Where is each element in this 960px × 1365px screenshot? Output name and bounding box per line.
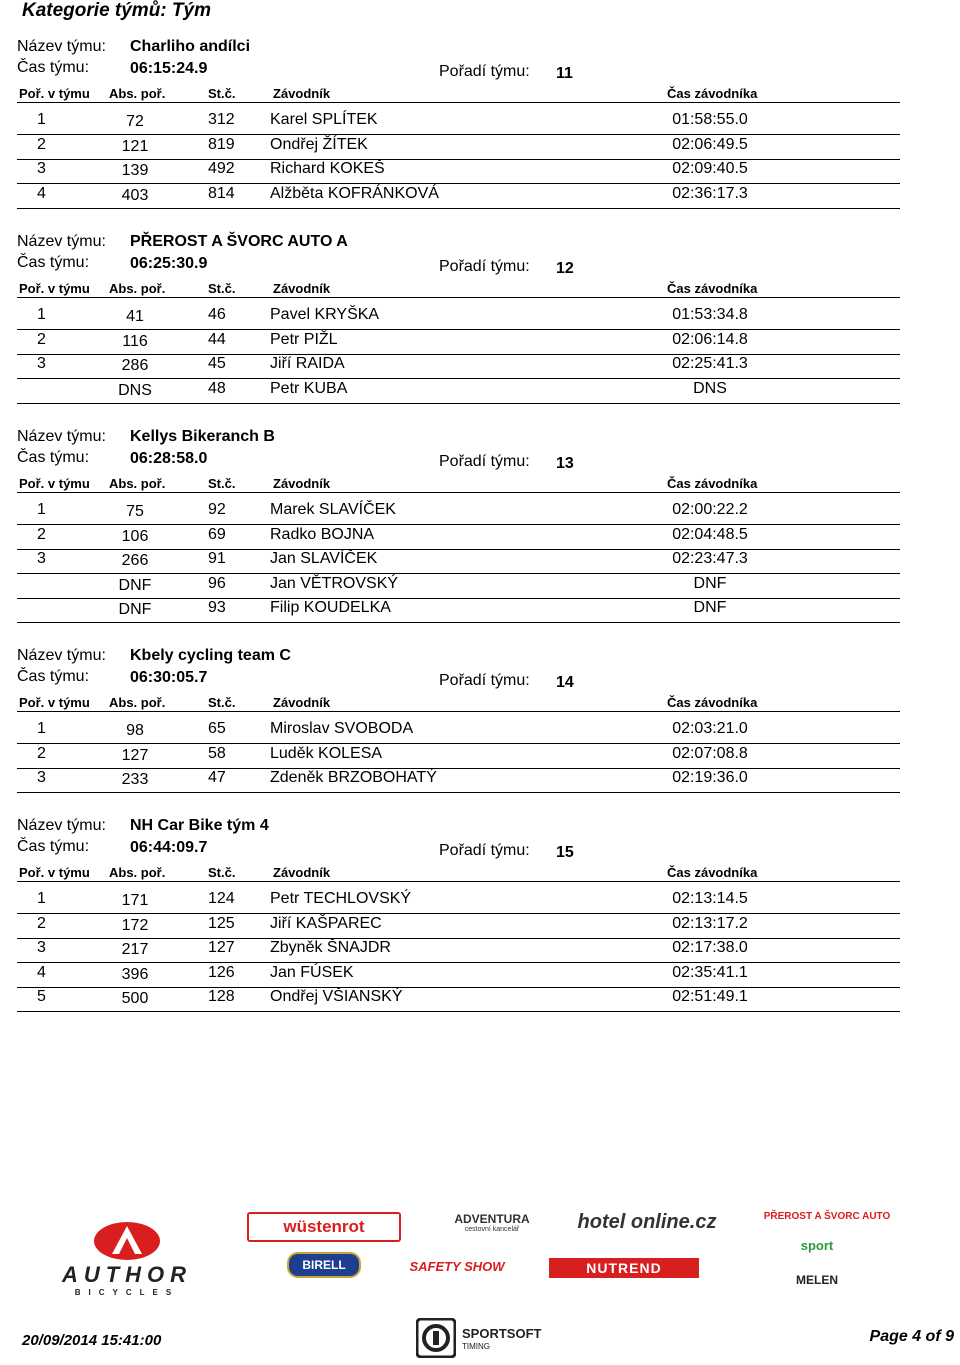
- table-row: [0, 111, 960, 135]
- cell-time: 02:51:49.1: [672, 988, 748, 1005]
- table-row: [0, 988, 960, 1012]
- col-header-time: Čas závodníka: [667, 476, 758, 491]
- table-row: [0, 185, 960, 209]
- birell-logo-text: BIRELL: [302, 1258, 346, 1272]
- cell-time: 02:23:47.3: [672, 550, 748, 567]
- header-rule: [17, 492, 900, 493]
- header-rule: [17, 711, 900, 712]
- team-rank-label: Pořadí týmu:: [439, 842, 530, 859]
- cell-abs: 75: [126, 503, 144, 520]
- col-header-abs: Abs. poř.: [109, 86, 166, 101]
- cell-rider: Jiří RAIDA: [270, 355, 345, 372]
- row-rule: [17, 403, 900, 404]
- col-header-pos: Poř. v týmu: [19, 865, 90, 880]
- team-rank: 14: [556, 674, 574, 691]
- cell-time: 02:04:48.5: [672, 525, 748, 543]
- cell-pos: 3: [37, 160, 46, 177]
- author-logo: [37, 1218, 217, 1298]
- nutrend-logo: [549, 1258, 699, 1278]
- csport-logo: [762, 1236, 872, 1254]
- cell-abs: 98: [126, 722, 144, 739]
- wustenrot-logo-text: wüstenrot: [283, 1217, 365, 1236]
- table-row: [0, 306, 960, 330]
- table-row: [0, 331, 960, 355]
- col-header-time: Čas závodníka: [667, 86, 758, 101]
- cell-st: 127: [208, 939, 235, 956]
- cell-rider: Filip KOUDELKA: [270, 599, 391, 616]
- safety-show-logo-text: SAFETY SHOW: [409, 1258, 505, 1274]
- col-header-time: Čas závodníka: [667, 281, 758, 296]
- team-time-label: Čas týmu:: [17, 449, 90, 466]
- team-name-label: Název týmu:: [17, 428, 106, 445]
- cell-rider: Zdeněk BRZOBOHATÝ: [270, 769, 437, 786]
- col-header-st: St.č.: [208, 281, 236, 296]
- team-rank-label: Pořadí týmu:: [439, 63, 530, 80]
- team-name: Kbely cycling team C: [130, 647, 291, 664]
- footer-page: Page 4 of 9: [869, 1328, 954, 1345]
- cell-abs: 217: [121, 941, 149, 958]
- cell-st: 69: [208, 525, 226, 543]
- cell-abs: 172: [121, 916, 149, 934]
- cell-st: 128: [208, 988, 235, 1005]
- team-time: 06:15:24.9: [130, 60, 208, 77]
- adventura-logo: [442, 1204, 542, 1240]
- table-row: [0, 380, 960, 404]
- cell-time: 02:00:22.2: [672, 501, 748, 518]
- table-row: [0, 550, 960, 574]
- cell-st: 492: [208, 160, 235, 177]
- nutrend-logo-text: NUTREND: [586, 1260, 662, 1276]
- col-header-rider: Závodník: [273, 86, 331, 101]
- cell-abs: DNS: [118, 381, 152, 399]
- team-rank: 13: [556, 455, 574, 472]
- cell-abs: 500: [121, 990, 149, 1007]
- cell-st: 44: [208, 330, 226, 348]
- header-rule: [17, 102, 900, 103]
- cell-rider: Jan VĚTROVSKÝ: [270, 574, 399, 592]
- team-rank-label: Pořadí týmu:: [439, 453, 530, 470]
- wustenrot-logo: [247, 1212, 401, 1242]
- cell-time: 02:19:36.0: [672, 769, 748, 786]
- cell-time: 02:13:17.2: [672, 914, 748, 932]
- cell-st: 91: [208, 550, 226, 567]
- cell-rider: Luděk KOLESA: [270, 744, 383, 762]
- team-name-label: Název týmu:: [17, 38, 106, 55]
- cell-st: 93: [208, 599, 226, 616]
- table-row: [0, 599, 960, 623]
- team-rank-label: Pořadí týmu:: [439, 258, 530, 275]
- cell-abs: DNF: [118, 601, 152, 618]
- table-row: [0, 501, 960, 525]
- col-header-abs: Abs. poř.: [109, 281, 166, 296]
- cell-pos: 3: [37, 769, 46, 786]
- sponsor-logos: [17, 1200, 937, 1310]
- team-name-label: Název týmu:: [17, 647, 106, 664]
- cell-st: 65: [208, 720, 226, 737]
- footer-date: 20/09/2014 15:41:00: [22, 1332, 162, 1349]
- cell-rider: Jiří KAŠPAREC: [270, 914, 382, 932]
- table-row: [0, 964, 960, 988]
- team-rank: 15: [556, 844, 574, 861]
- cell-pos: 2: [37, 525, 46, 543]
- team-rank: 11: [556, 65, 573, 82]
- cell-rider: Marek SLAVÍČEK: [270, 501, 396, 518]
- cell-pos: 1: [37, 720, 46, 737]
- cell-time: DNS: [693, 379, 727, 397]
- cell-rider: Jan SLAVÍČEK: [270, 550, 378, 567]
- cell-abs: 266: [121, 552, 149, 569]
- cell-abs: 72: [126, 113, 144, 130]
- cell-time: 02:25:41.3: [672, 355, 748, 372]
- adventura-logo-sub: cestovní kancelář: [464, 1225, 520, 1233]
- team-rank-label: Pořadí týmu:: [439, 672, 530, 689]
- cell-time: 02:03:21.0: [672, 720, 748, 737]
- cell-st: 126: [208, 963, 235, 981]
- cell-time: 02:36:17.3: [672, 184, 748, 202]
- table-row: [0, 769, 960, 793]
- cell-pos: 5: [37, 988, 46, 1005]
- col-header-rider: Závodník: [273, 865, 331, 880]
- csport-logo-text: sport: [800, 1237, 834, 1253]
- cell-pos: 3: [37, 550, 46, 567]
- cell-pos: 2: [37, 914, 46, 932]
- cell-rider: Ondřej ŽÍTEK: [270, 135, 368, 153]
- cell-rider: Radko BOJNA: [270, 525, 375, 543]
- cell-abs: 233: [121, 771, 149, 788]
- cell-pos: 4: [37, 963, 46, 981]
- cell-time: 02:09:40.5: [672, 160, 748, 177]
- adventura-logo-text: ADVENTURA: [454, 1211, 530, 1226]
- col-header-pos: Poř. v týmu: [19, 476, 90, 491]
- cell-pos: 4: [37, 184, 46, 202]
- col-header-abs: Abs. poř.: [109, 476, 166, 491]
- prerost-logo: [752, 1208, 902, 1224]
- cell-rider: Ondřej VŠIANSKÝ: [270, 988, 403, 1005]
- author-logo-sub: BICYCLES: [74, 1287, 180, 1297]
- cell-abs: 41: [126, 308, 144, 325]
- row-rule: [17, 792, 900, 793]
- col-header-abs: Abs. poř.: [109, 695, 166, 710]
- melen-logo: [772, 1260, 862, 1300]
- page-title: Kategorie týmů: Tým: [22, 0, 211, 21]
- cell-time: DNF: [693, 599, 727, 616]
- team-name-label: Název týmu:: [17, 233, 106, 250]
- cell-rider: Karel SPLÍTEK: [270, 111, 378, 128]
- cell-rider: Miroslav SVOBODA: [270, 720, 414, 737]
- sportsoft-logo-sub: TIMING: [462, 1342, 490, 1351]
- cell-abs: 139: [121, 162, 149, 179]
- hotelonline-logo: [562, 1204, 732, 1240]
- cell-abs: 396: [121, 965, 149, 983]
- cell-abs: DNF: [118, 576, 152, 594]
- col-header-pos: Poř. v týmu: [19, 695, 90, 710]
- team-time-label: Čas týmu:: [17, 668, 90, 685]
- team-time: 06:25:30.9: [130, 255, 208, 272]
- team-time: 06:44:09.7: [130, 839, 208, 856]
- cell-rider: Pavel KRYŠKA: [270, 306, 380, 323]
- col-header-st: St.č.: [208, 86, 236, 101]
- col-header-rider: Závodník: [273, 695, 331, 710]
- cell-pos: 1: [37, 890, 46, 907]
- team-name: PŘEROST A ŠVORC AUTO A: [130, 233, 348, 250]
- cell-pos: 2: [37, 135, 46, 153]
- cell-st: 46: [208, 306, 226, 323]
- cell-time: 02:07:08.8: [672, 744, 748, 762]
- table-row: [0, 136, 960, 160]
- col-header-st: St.č.: [208, 865, 236, 880]
- col-header-abs: Abs. poř.: [109, 865, 166, 880]
- cell-pos: 3: [37, 939, 46, 956]
- cell-abs: 171: [121, 892, 149, 909]
- cell-abs: 286: [121, 357, 149, 374]
- col-header-rider: Závodník: [273, 281, 331, 296]
- header-rule: [17, 881, 900, 882]
- cell-pos: 1: [37, 306, 46, 323]
- team-name: Kellys Bikeranch B: [130, 428, 275, 445]
- cell-time: DNF: [693, 574, 727, 592]
- cell-pos: 2: [37, 330, 46, 348]
- cell-abs: 121: [121, 137, 149, 155]
- cell-st: 819: [208, 135, 235, 153]
- hotelonline-logo-text: hotel online.cz: [577, 1210, 717, 1233]
- table-row: [0, 575, 960, 599]
- birell-logo: [287, 1252, 361, 1278]
- table-row: [0, 355, 960, 379]
- cell-abs: 127: [121, 746, 149, 764]
- header-rule: [17, 297, 900, 298]
- cell-st: 92: [208, 501, 226, 518]
- cell-st: 124: [208, 890, 235, 907]
- table-row: [0, 720, 960, 744]
- cell-st: 48: [208, 379, 226, 397]
- cell-rider: Jan FÚSEK: [270, 963, 354, 981]
- cell-time: 02:35:41.1: [672, 963, 748, 981]
- cell-time: 02:06:14.8: [672, 330, 748, 348]
- sportsoft-icon: [416, 1318, 456, 1358]
- table-row: [0, 939, 960, 963]
- cell-rider: Alžběta KOFRÁNKOVÁ: [270, 184, 439, 202]
- col-header-pos: Poř. v týmu: [19, 86, 90, 101]
- team-time: 06:28:58.0: [130, 450, 208, 467]
- melen-logo-text: MELEN: [796, 1273, 838, 1287]
- table-row: [0, 915, 960, 939]
- cell-abs: 106: [121, 527, 149, 545]
- team-name-label: Název týmu:: [17, 817, 106, 834]
- cell-st: 45: [208, 355, 226, 372]
- cell-pos: 2: [37, 744, 46, 762]
- prerost-logo-text: PŘEROST A ŠVORC AUTO: [763, 1210, 891, 1222]
- team-name: Charliho andílci: [130, 38, 251, 55]
- col-header-pos: Poř. v týmu: [19, 281, 90, 296]
- col-header-st: St.č.: [208, 476, 236, 491]
- cell-time: 01:58:55.0: [672, 111, 748, 128]
- team-time: 06:30:05.7: [130, 669, 208, 686]
- cell-rider: Petr TECHLOVSKÝ: [270, 890, 412, 907]
- cell-rider: Petr KUBA: [270, 379, 348, 397]
- col-header-st: St.č.: [208, 695, 236, 710]
- team-name: NH Car Bike tým 4: [130, 817, 269, 834]
- row-rule: [17, 1011, 900, 1012]
- cell-st: 58: [208, 744, 226, 762]
- col-header-time: Čas závodníka: [667, 695, 758, 710]
- cell-time: 02:13:14.5: [672, 890, 748, 907]
- author-logo-text: AUTHOR: [61, 1261, 193, 1287]
- team-time-label: Čas týmu:: [17, 59, 90, 76]
- table-row: [0, 745, 960, 769]
- cell-pos: 3: [37, 355, 46, 372]
- cell-st: 96: [208, 574, 226, 592]
- team-time-label: Čas týmu:: [17, 254, 90, 271]
- cell-st: 814: [208, 184, 235, 202]
- row-rule: [17, 622, 900, 623]
- cell-pos: 1: [37, 111, 46, 128]
- team-rank: 12: [556, 260, 574, 277]
- cell-rider: Richard KOKEŠ: [270, 160, 385, 177]
- cell-st: 125: [208, 914, 235, 932]
- table-row: [0, 160, 960, 184]
- cell-st: 47: [208, 769, 226, 786]
- cell-abs: 116: [122, 332, 148, 350]
- sportsoft-logo-text: SPORTSOFT: [462, 1326, 542, 1341]
- col-header-rider: Závodník: [273, 476, 331, 491]
- cell-rider: Zbyněk ŠNAJDR: [270, 939, 391, 956]
- author-emblem-icon: [92, 1220, 162, 1262]
- cell-time: 02:06:49.5: [672, 135, 748, 153]
- cell-rider: Petr PIŽL: [270, 330, 338, 348]
- col-header-time: Čas závodníka: [667, 865, 758, 880]
- safety-show-logo: [402, 1250, 512, 1282]
- table-row: [0, 890, 960, 914]
- cell-time: 01:53:34.8: [672, 306, 748, 323]
- table-row: [0, 526, 960, 550]
- cell-abs: 403: [121, 186, 149, 204]
- row-rule: [17, 208, 900, 209]
- sportsoft-logo: [416, 1318, 546, 1360]
- cell-time: 02:17:38.0: [672, 939, 748, 956]
- team-time-label: Čas týmu:: [17, 838, 90, 855]
- cell-pos: 1: [37, 501, 46, 518]
- cell-st: 312: [208, 111, 235, 128]
